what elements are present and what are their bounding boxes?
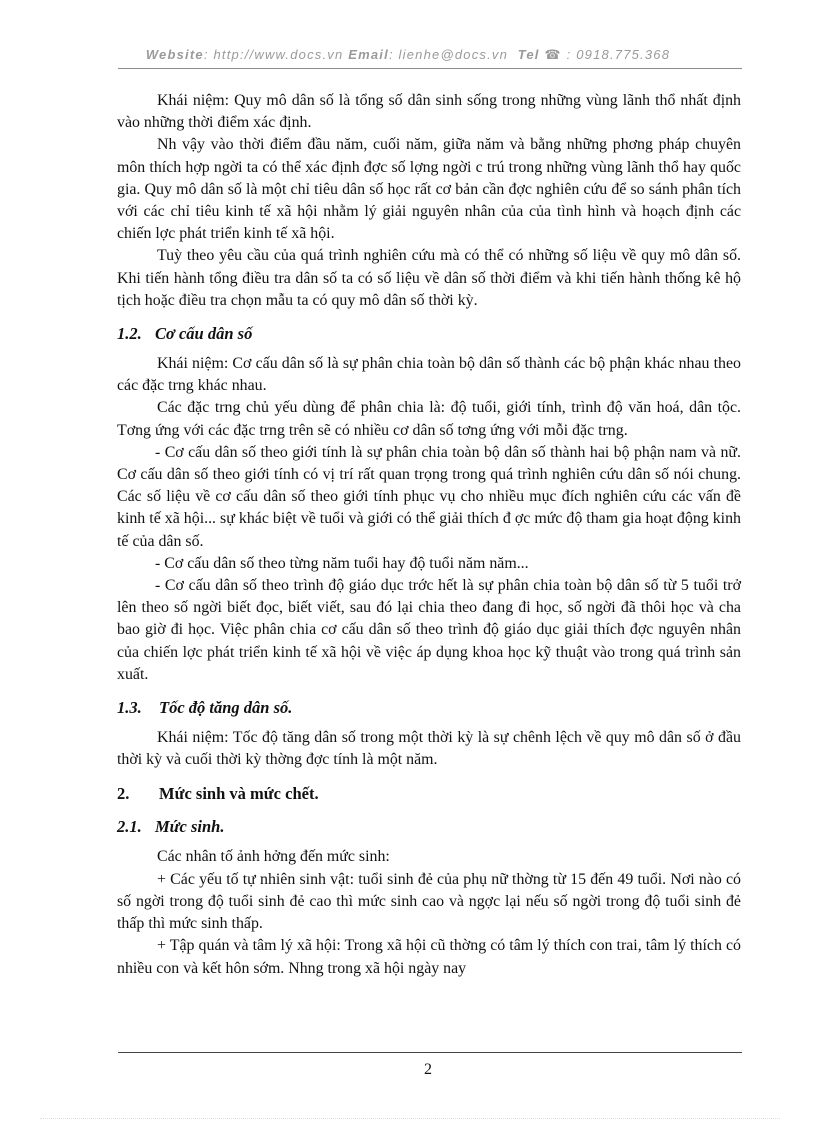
website-url: : http://www.docs.vn xyxy=(203,47,344,62)
section-heading-1-2 xyxy=(117,323,741,345)
tel-label: Tel xyxy=(517,47,540,62)
header-rule xyxy=(118,68,742,69)
footer-rule xyxy=(118,1052,742,1053)
section-heading-2 xyxy=(117,783,741,805)
paragraph: Các đặc trng chủ yếu dùng để phân chia là: độ tuổi, giới tính, trình độ văn hoá, dân tộc. Tơng ứng với các đặc trng trên sẽ có nhiều cơ dân số tơng ứng với mỗi đặc trng. xyxy=(117,399,741,439)
section-title: Mức sinh và mức chết. xyxy=(159,784,319,804)
paragraph: - Cơ cấu dân số theo từng năm tuổi hay độ tuổi năm năm... xyxy=(155,554,529,572)
section-title: Tốc độ tăng dân số. xyxy=(159,698,293,718)
paragraph: - Cơ cấu dân số theo giới tính là sự phân chia toàn bộ dân số thành hai bộ phận nam và nữ. Cơ cấu dân số theo giới tính có vị trí rất quan trọng trong quá trình nghiên cứu dân số nói chung. Các số liệu về cơ cấu dân số theo giới tính phục vụ cho nhiều mục đích nghiên cứu các vấn đề kinh tế xã hội... sự khác biệt về tuổi và giới có thể giải thích đ ợc mức độ tham gia hoạt động kinh tế của dân số. xyxy=(117,443,741,550)
paragraph: Khái niệm: Cơ cấu dân số là sự phân chia toàn bộ dân số thành các bộ phận khác nhau theo các đặc trng khác nhau. xyxy=(117,355,741,395)
paragraph: Tuỳ theo yêu cầu của quá trình nghiên cứu mà có thể có những số liệu về quy mô dân số. Khi tiến hành tổng điều tra dân số ta có số liệu về dân số thời điểm và khi tiến hành thống kê hộ tịch hoặc điều tra chọn mẫu ta có quy mô dân số thời kỳ. xyxy=(117,247,741,309)
section-number: 1.2. xyxy=(117,324,142,344)
section-heading-2-1 xyxy=(117,816,741,838)
section-heading-1-3 xyxy=(117,697,741,719)
paragraph: - Cơ cấu dân số theo trình độ giáo dục trớc hết là sự phân chia toàn bộ dân số từ 5 tuổi trở lên theo số ngời biết đọc, biết viết, sau đó lại chia theo đang đi học, số ngời đã thôi học và cha bao giờ đi học. Việc phân chia cơ cấu dân số theo trình độ giáo dục giải thích đợc nguyên nhân của chiến lợc phát triển kinh tế xã hội về việc áp dụng khoa học kỹ thuật vào trong quá trình sản xuất. xyxy=(117,577,741,683)
paragraph: Khái niệm: Tốc độ tăng dân số trong một thời kỳ là sự chênh lệch về quy mô dân số ở đầu thời kỳ và cuối thời kỳ thờng đợc tính là một năm. xyxy=(117,729,741,769)
paragraph: + Các yếu tố tự nhiên sinh vật: tuổi sinh đẻ của phụ nữ thờng từ 15 đến 49 tuổi. Nơi nào có số ngời trong độ tuổi sinh đẻ cao thì mức sinh cao và ngợc lại nếu số ngời trong độ tuổi sinh đẻ thấp thì mức sinh thấp. xyxy=(117,870,741,933)
paragraph: Các nhân tố ảnh hởng đến mức sinh: xyxy=(157,848,390,866)
page-header xyxy=(0,47,816,63)
paragraph: Khái niệm: Quy mô dân số là tổng số dân sinh sống trong những vùng lãnh thổ nhất định vào những thời điểm xác định. xyxy=(117,92,741,132)
email-value: : lienhe@docs.vn xyxy=(388,47,509,62)
page-number: 2 xyxy=(424,1061,432,1078)
tel-value: ☎ : 0918.775.368 xyxy=(544,47,671,62)
website-label: Website xyxy=(145,47,204,62)
section-number: 2. xyxy=(117,784,130,804)
paragraph: + Tập quán và tâm lý xã hội: Trong xã hội cũ thờng có tâm lý thích con trai, tâm lý thích có nhiều con và kết hôn sớm. Nhng trong xã hội ngày nay xyxy=(117,937,741,977)
section-title: Mức sinh. xyxy=(155,817,225,837)
document-body xyxy=(117,90,741,980)
page-edge-divider xyxy=(40,1118,780,1119)
section-number: 2.1. xyxy=(117,817,142,837)
email-label: Email xyxy=(348,47,389,62)
paragraph: Nh vậy vào thời điểm đầu năm, cuối năm, giữa năm và bằng những phơng pháp chuyên môn thích hợp ngời ta có thể xác định đợc số lợng ngời c trú trong những vùng lãnh thổ hay quốc gia. Quy mô dân số là một chỉ tiêu dân số học rất cơ bản cần đợc nghiên cứu để so sánh phân tích với các chỉ tiêu kinh tế xã hội nhằm lý giải nguyên nhân của của tình hình và hoạch định các chiến lợc phát triển kinh tế xã hội. xyxy=(117,136,741,243)
section-title: Cơ cấu dân số xyxy=(155,324,253,344)
section-number: 1.3. xyxy=(117,698,142,718)
